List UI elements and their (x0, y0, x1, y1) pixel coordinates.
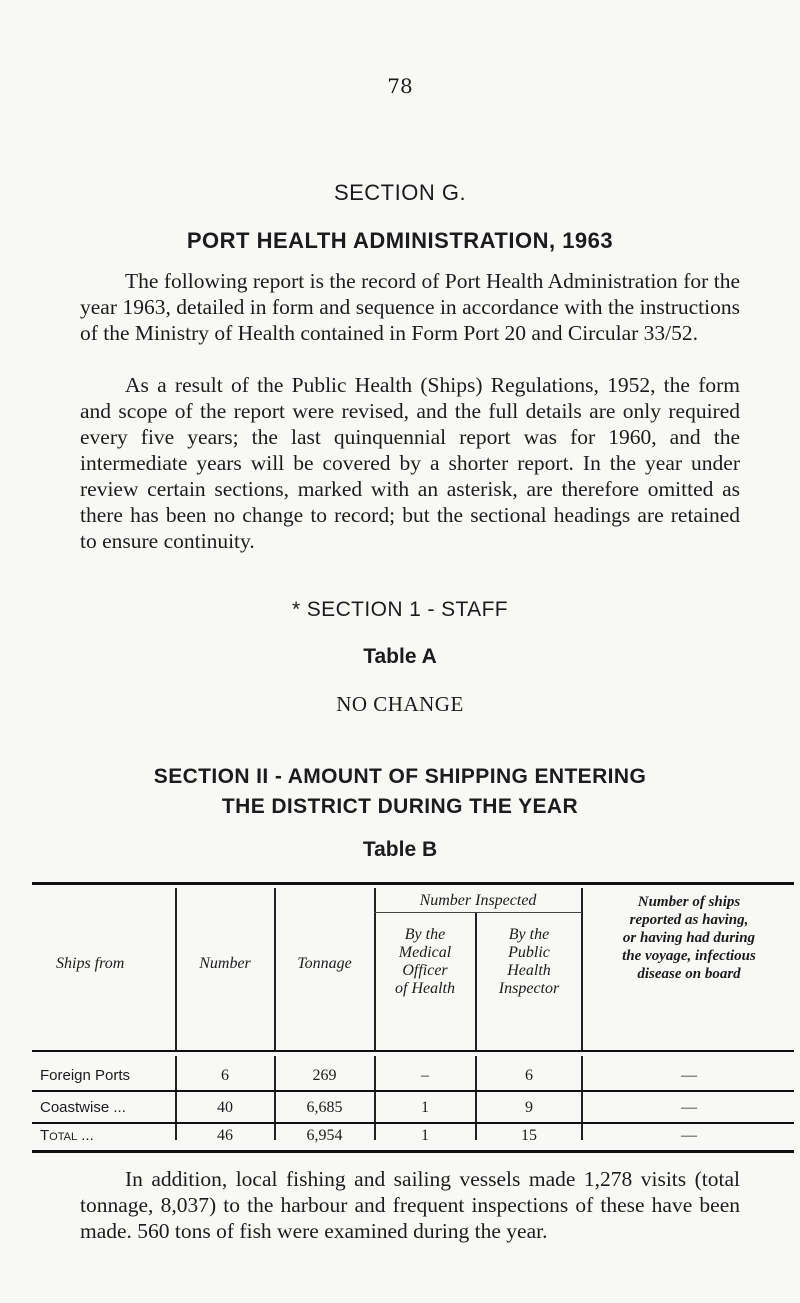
closing-text: In addition, local fishing and sailing vessels made 1,278 visits (total tonnage, 8,037) to the harbour and frequent inspections of these have been made. 560 tons of fish were examined during the year. (80, 1167, 740, 1243)
header-ships-reported (583, 893, 795, 983)
cell-reported: — (681, 1127, 697, 1144)
cell-moh: – (421, 1067, 429, 1084)
table-bottom-rule (32, 1150, 794, 1153)
header-ships-from: Ships from (56, 955, 125, 972)
cell-number: 40 (217, 1099, 233, 1116)
section-heading: SECTION G. (333, 180, 467, 205)
header-ships-reported-line: disease on board (637, 966, 741, 982)
header-by-moh-line: Medical (398, 944, 452, 961)
cell-phi: 6 (525, 1067, 533, 1084)
cell-phi: 9 (525, 1099, 533, 1116)
header-by-phi-line: Health (507, 962, 551, 979)
header-by-phi-line: By the (508, 926, 550, 943)
header-ships-reported-line: reported as having, (629, 912, 749, 928)
row-rule (32, 1090, 794, 1092)
intro-paragraph (80, 268, 740, 346)
header-tonnage: Tonnage (297, 955, 352, 972)
cell-reported: — (681, 1099, 697, 1116)
header-by-moh (375, 926, 475, 998)
cell-tonnage: 6,685 (306, 1099, 343, 1116)
cell-moh: 1 (421, 1099, 429, 1116)
section-2-heading-line-2: THE DISTRICT DURING THE YEAR (221, 795, 579, 818)
header-ships-reported-line: the voyage, infectious (622, 948, 756, 964)
subheader-rule (374, 912, 582, 913)
closing-paragraph (80, 1166, 740, 1244)
row-label: Total ... (40, 1127, 94, 1144)
header-number: Number (199, 955, 251, 972)
cell-phi: 15 (521, 1127, 537, 1144)
table-b-label: Table B (362, 838, 438, 861)
header-by-phi-line: Public (508, 944, 550, 961)
header-number-inspected: Number Inspected (419, 892, 537, 909)
cell-tonnage: 269 (312, 1067, 337, 1084)
header-by-phi-line: Inspector (498, 980, 560, 997)
row-rule (32, 1122, 794, 1124)
header-ships-reported-line: Number of ships (637, 894, 741, 910)
cell-number: 6 (221, 1067, 229, 1084)
header-by-moh-line: Officer (402, 962, 448, 979)
row-label: Coastwise ... (40, 1099, 126, 1116)
header-by-moh-line: By the (404, 926, 446, 943)
cell-reported: — (681, 1067, 697, 1084)
regulations-paragraph (80, 372, 740, 554)
section-1-heading: * SECTION 1 - STAFF (291, 598, 509, 621)
paragraph-1: The following report is the record of Port Health Administration for the year 1963, detailed in form and sequence in accordance with the instructions of the Ministry of Health contained in Form Port 20 and Circular 33/52. (80, 269, 740, 345)
cell-tonnage: 6,954 (306, 1127, 343, 1144)
table-top-rule (32, 882, 794, 885)
page-title: PORT HEALTH ADMINISTRATION, 1963 (186, 228, 614, 253)
cell-number: 46 (217, 1127, 233, 1144)
page-number: 78 (387, 74, 413, 98)
section-2-heading (0, 762, 800, 822)
no-change-note: NO CHANGE (336, 692, 464, 716)
header-ships-reported-line: or having had during (622, 930, 756, 946)
section-2-heading-line-1: SECTION II - AMOUNT OF SHIPPING ENTERING (153, 765, 647, 788)
row-label: Foreign Ports (40, 1067, 131, 1084)
table-a-label: Table A (363, 645, 437, 668)
header-by-phi (477, 926, 581, 998)
header-by-moh-line: of Health (395, 980, 455, 997)
header-bottom-rule (32, 1050, 794, 1052)
paragraph-2: As a result of the Public Health (Ships) Regulations, 1952, the form and scope of the report were revised, and the full details are only required every five years; the last quinquennial report was for 1960, and the intermediate years will be covered by a shorter report. In the year under review certain sections, marked with an asterisk, are therefore omitted as there has been no change to record; but the sectional headings are retained to ensure continuity. (80, 373, 740, 553)
cell-moh: 1 (421, 1127, 429, 1144)
